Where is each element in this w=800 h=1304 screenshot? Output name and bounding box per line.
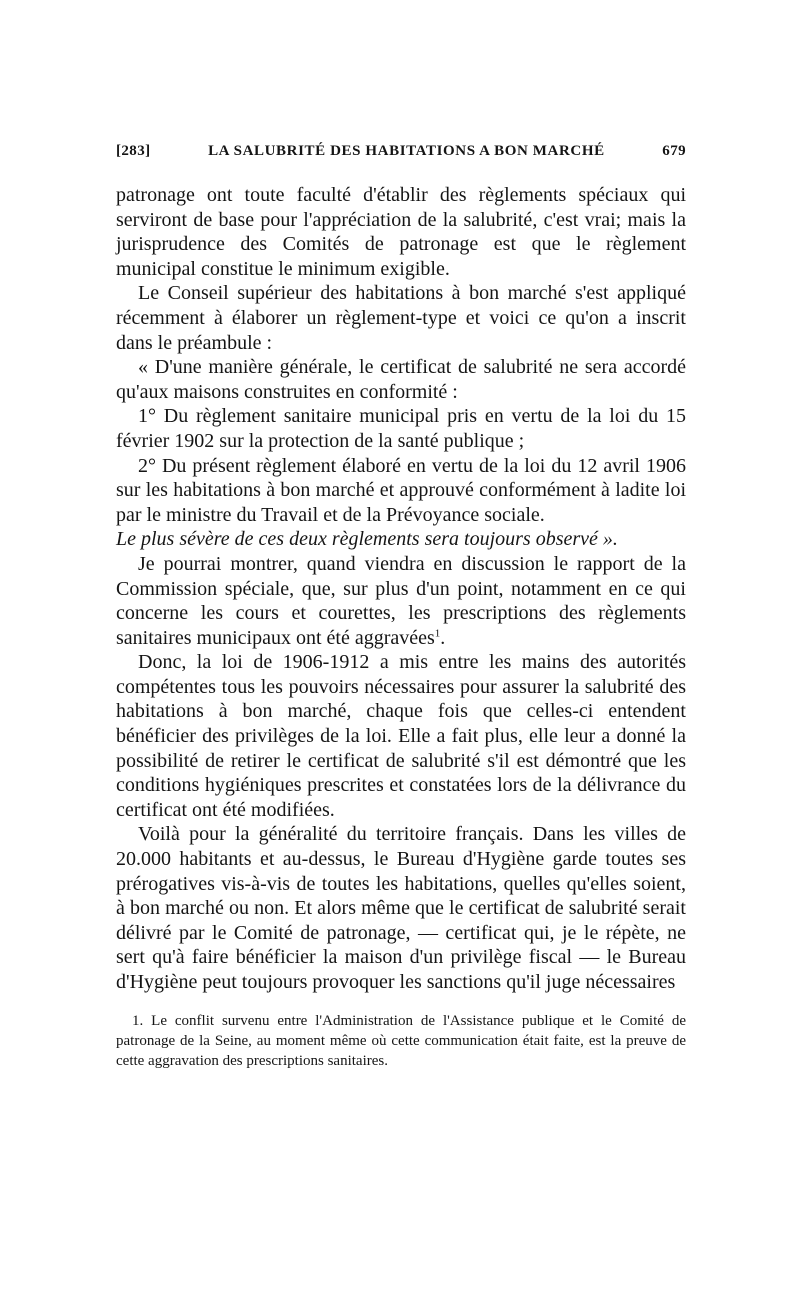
paragraph-7 — [116, 552, 686, 650]
page-ref: [283] — [116, 143, 151, 159]
paragraph-5: 2° Du présent règlement élaboré en vertu de la loi du 12 avril 1906 sur les habitations à bon marché et approuvé conformément à ladite loi par le ministre du Travail et de la Prévoyance sociale. — [116, 454, 686, 526]
running-header — [116, 143, 686, 169]
paragraph-3: « D'une manière générale, le certificat de salubrité ne sera accordé qu'aux maisons construites en conformité : — [116, 356, 686, 403]
paragraph-8: Donc, la loi de 1906-1912 a mis entre les mains des autorités compétentes tous les pouvoirs nécessaires pour assurer la salubrité des habitations à bon marché, chaque fois que celles-ci entendent bénéficier des privilèges de la loi. Elle a fait plus, elle leur a donné la possibilité de retirer le certificat de salubrité s'il est démontré que les conditions hygiéniques prescrites et constatées lors de la délivrance du certificat ont été modifiées. — [116, 651, 686, 821]
paragraph-1: patronage ont toute faculté d'établir des règlements spéciaux qui serviront de base pour l'appréciation de la salubrité, c'est vrai; mais la jurisprudence des Comités de patronage est que le règlement municipal constitue le minimum exigible. — [116, 184, 686, 280]
body-text — [116, 183, 686, 995]
paragraph-7-text: Je pourrai montrer, quand viendra en discussion le rapport de la Commission spéciale, que, sur plus d'un point, notamment en ce qui concerne les cours et courettes, les prescriptions des règlements sanitaires municipaux ont été aggravées — [116, 552, 686, 649]
footnotes — [116, 1011, 686, 1071]
page-number: 679 — [662, 143, 686, 159]
footnote-1: 1. Le conflit survenu entre l'Administration de l'Assistance publique et le Comité de patronage de la Seine, au moment même où cette communication était faite, est la preuve de cette aggravation des prescriptions sanitaires. — [116, 1012, 686, 1069]
running-title: LA SALUBRITÉ DES HABITATIONS A BON MARCHÉ — [208, 143, 605, 159]
paragraph-9: Voilà pour la généralité du territoire français. Dans les villes de 20.000 habitants et au-dessus, le Bureau d'Hygiène garde toutes ses prérogatives vis-à-vis de toutes les habitations, quelles qu'elles soient, à bon marché ou non. Et alors même que le certificat de salubrité serait délivré par le Comité de patronage, — certificat qui, je le répète, ne sert qu'à faire bénéficier la maison d'un privilège fiscal — le Bureau d'Hygiène peut toujours provoquer les sanctions qu'il juge nécessaires — [116, 823, 686, 993]
paragraph-2: Le Conseil supérieur des habitations à bon marché s'est appliqué récemment à élaborer un règlement-type et voici ce qu'on a inscrit dans le préambule : — [116, 282, 686, 354]
paragraph-7-end: . — [440, 626, 446, 649]
paragraph-6: Le plus sévère de ces deux règlements sera toujours observé ». — [116, 528, 618, 551]
document-page — [116, 143, 686, 1071]
paragraph-4: 1° Du règlement sanitaire municipal pris en vertu de la loi du 15 février 1902 sur la protection de la santé publique ; — [116, 405, 686, 452]
footnote-ref: 1 — [434, 627, 441, 640]
